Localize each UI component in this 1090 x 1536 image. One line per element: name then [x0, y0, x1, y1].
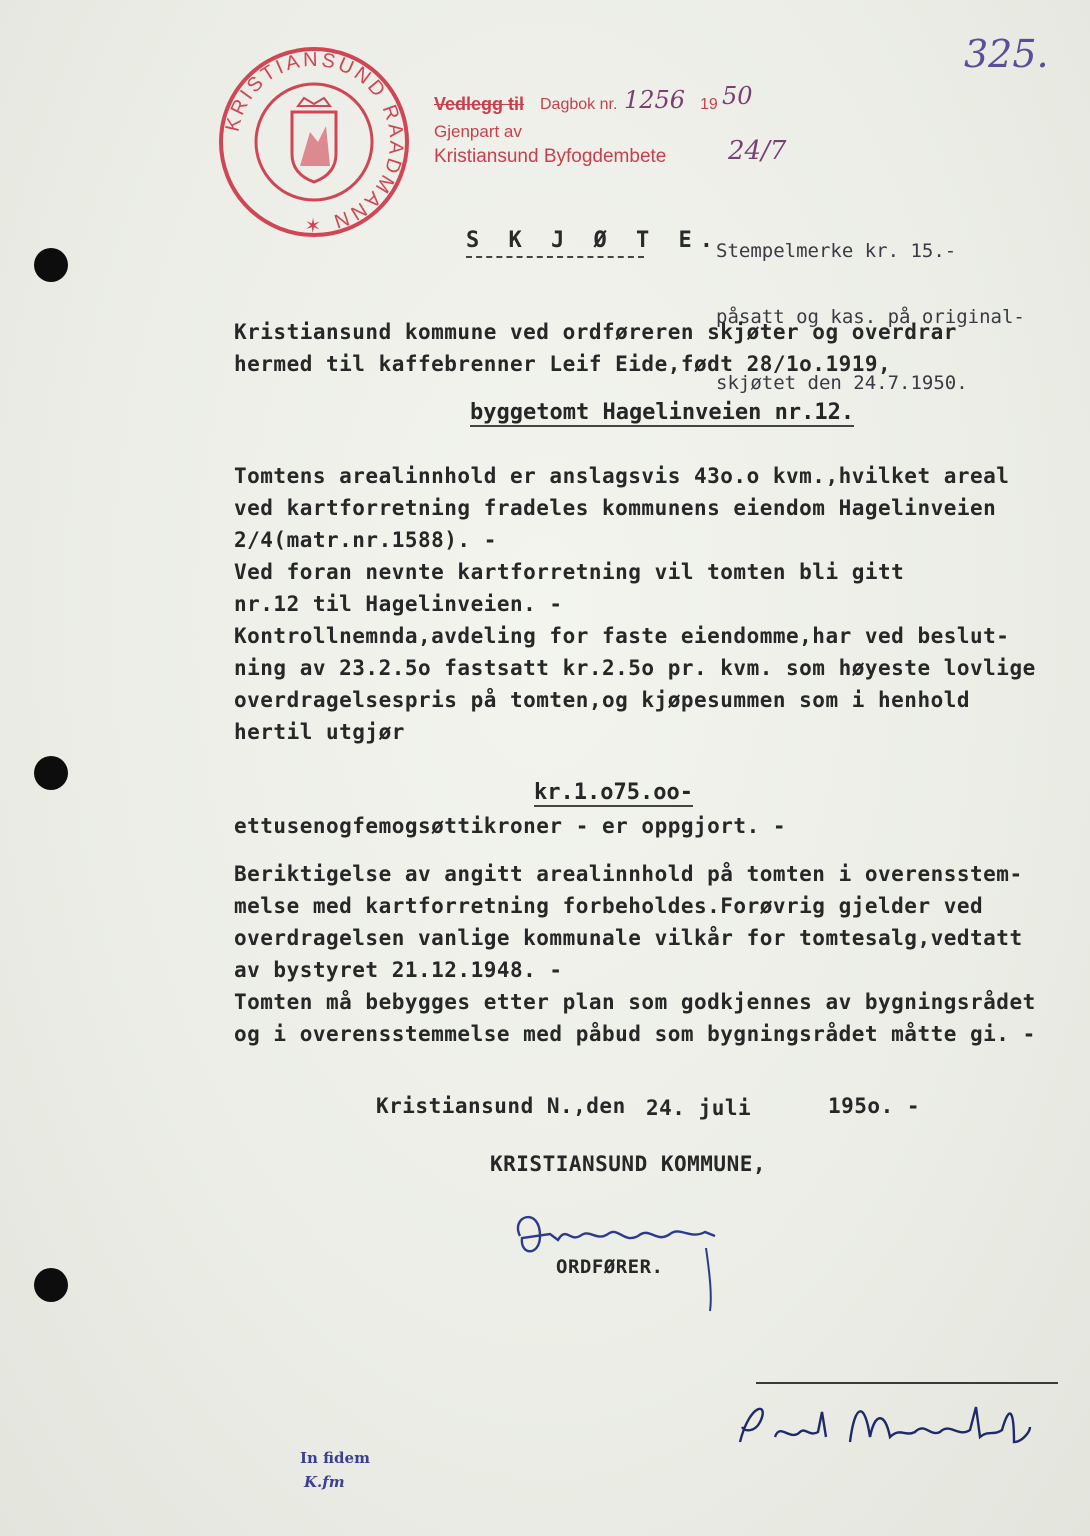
purchase-amount: kr.1.o75.oo- [534, 780, 693, 805]
body-line: nr.12 til Hagelinveien. - [234, 592, 563, 616]
stamp-note-line: påsatt og kas. på original- [716, 306, 1025, 328]
seal-stamp-icon [214, 42, 414, 242]
stamp-dagbok-label: Dagbok nr. [540, 96, 618, 113]
stamp-note-line: Stempelmerke kr. 15.- [716, 240, 957, 262]
judge-signature [730, 1392, 1050, 1462]
stamp-date-handwritten: 24/7 [728, 136, 787, 166]
property-heading: byggetomt Hagelinveien nr.12. [470, 400, 855, 425]
body-line: ved kartforretning fradeles kommunens eiendom Hagelinveien [234, 496, 997, 520]
body-line: Tomtens arealinnhold er anslagsvis 43o.o kvm.,hvilket areal [234, 464, 1010, 488]
body-line: 2/4(matr.nr.1588). - [234, 528, 497, 552]
title-underline [466, 256, 644, 258]
fidem-line: In fidem [300, 1449, 370, 1467]
body-line: ning av 23.2.5o fastsatt kr.2.5o pr. kvm. som høyeste lovlige [234, 656, 1036, 680]
closing-line: Beriktigelse av angitt arealinnhold på tomten i overensstem- [234, 862, 1023, 886]
judge-signature-line [756, 1382, 1058, 1384]
stamp-struck-label: Vedlegg til [434, 94, 525, 114]
intro-paragraph [234, 316, 1034, 380]
intro-line: hermed til kaffebrenner Leif Eide,født 28/1o.1919, [234, 352, 892, 376]
place-label: Kristiansund N.,den [376, 1094, 626, 1118]
page-number: 325. [964, 32, 1049, 76]
body-paragraph [234, 460, 1034, 748]
closing-line: overdragelsen vanlige kommunale vilkår for tomtesalg,vedtatt [234, 926, 1023, 950]
dagbok-number: 1256 [624, 86, 686, 114]
signatory-organization: KRISTIANSUND KOMMUNE, [490, 1152, 767, 1176]
stamp-gjenpart-label: Gjenpart av [434, 122, 522, 141]
date-year: 195o. - [828, 1094, 921, 1118]
stamp-year-handwritten: 50 [722, 82, 753, 110]
closing-line: og i overensstemmelse med påbud som bygningsrådet måtte gi. - [234, 1022, 1036, 1046]
body-line: Kontrollnemnda,avdeling for faste eiendomme,har ved beslut- [234, 624, 1010, 648]
punch-hole-bottom [34, 1268, 68, 1302]
date-day-month: 24. juli [646, 1096, 752, 1120]
fidem-note [300, 1446, 370, 1494]
closing-line: Tomten må bebygges etter plan som godkjennes av bygningsrådet [234, 990, 1036, 1014]
stamp-year-printed: 19 [700, 96, 718, 113]
closing-paragraph [234, 858, 1034, 1050]
body-line: hertil utgjør [234, 720, 405, 744]
document-title: S K J Ø T E. [466, 228, 721, 253]
fidem-line: K.fm [304, 1473, 345, 1491]
punch-hole-middle [34, 756, 68, 790]
signatory-title: ORDFØRER. [556, 1256, 664, 1278]
svg-text:KRISTIANSUND RAADMANN ✶: KRISTIANSUND RAADMANN ✶ [221, 48, 408, 236]
body-line: Ved foran nevnte kartforretning vil tomten bli gitt [234, 560, 905, 584]
punch-hole-top [34, 248, 68, 282]
body-line: overdragelsespris på tomten,og kjøpesummen som i henhold [234, 688, 971, 712]
closing-line: av bystyret 21.12.1948. - [234, 958, 563, 982]
stamp-note-line: skjøtet den 24.7.1950. [716, 372, 968, 394]
stamp-office: Kristiansund Byfogdembete [434, 146, 667, 167]
amount-in-words: ettusenogfemogsøttikroner - er oppgjort. - [234, 814, 787, 838]
closing-line: melse med kartforretning forbeholdes.Forøvrig gjelder ved [234, 894, 984, 918]
intro-line: Kristiansund kommune ved ordføreren skjøter og overdrar [234, 320, 957, 344]
